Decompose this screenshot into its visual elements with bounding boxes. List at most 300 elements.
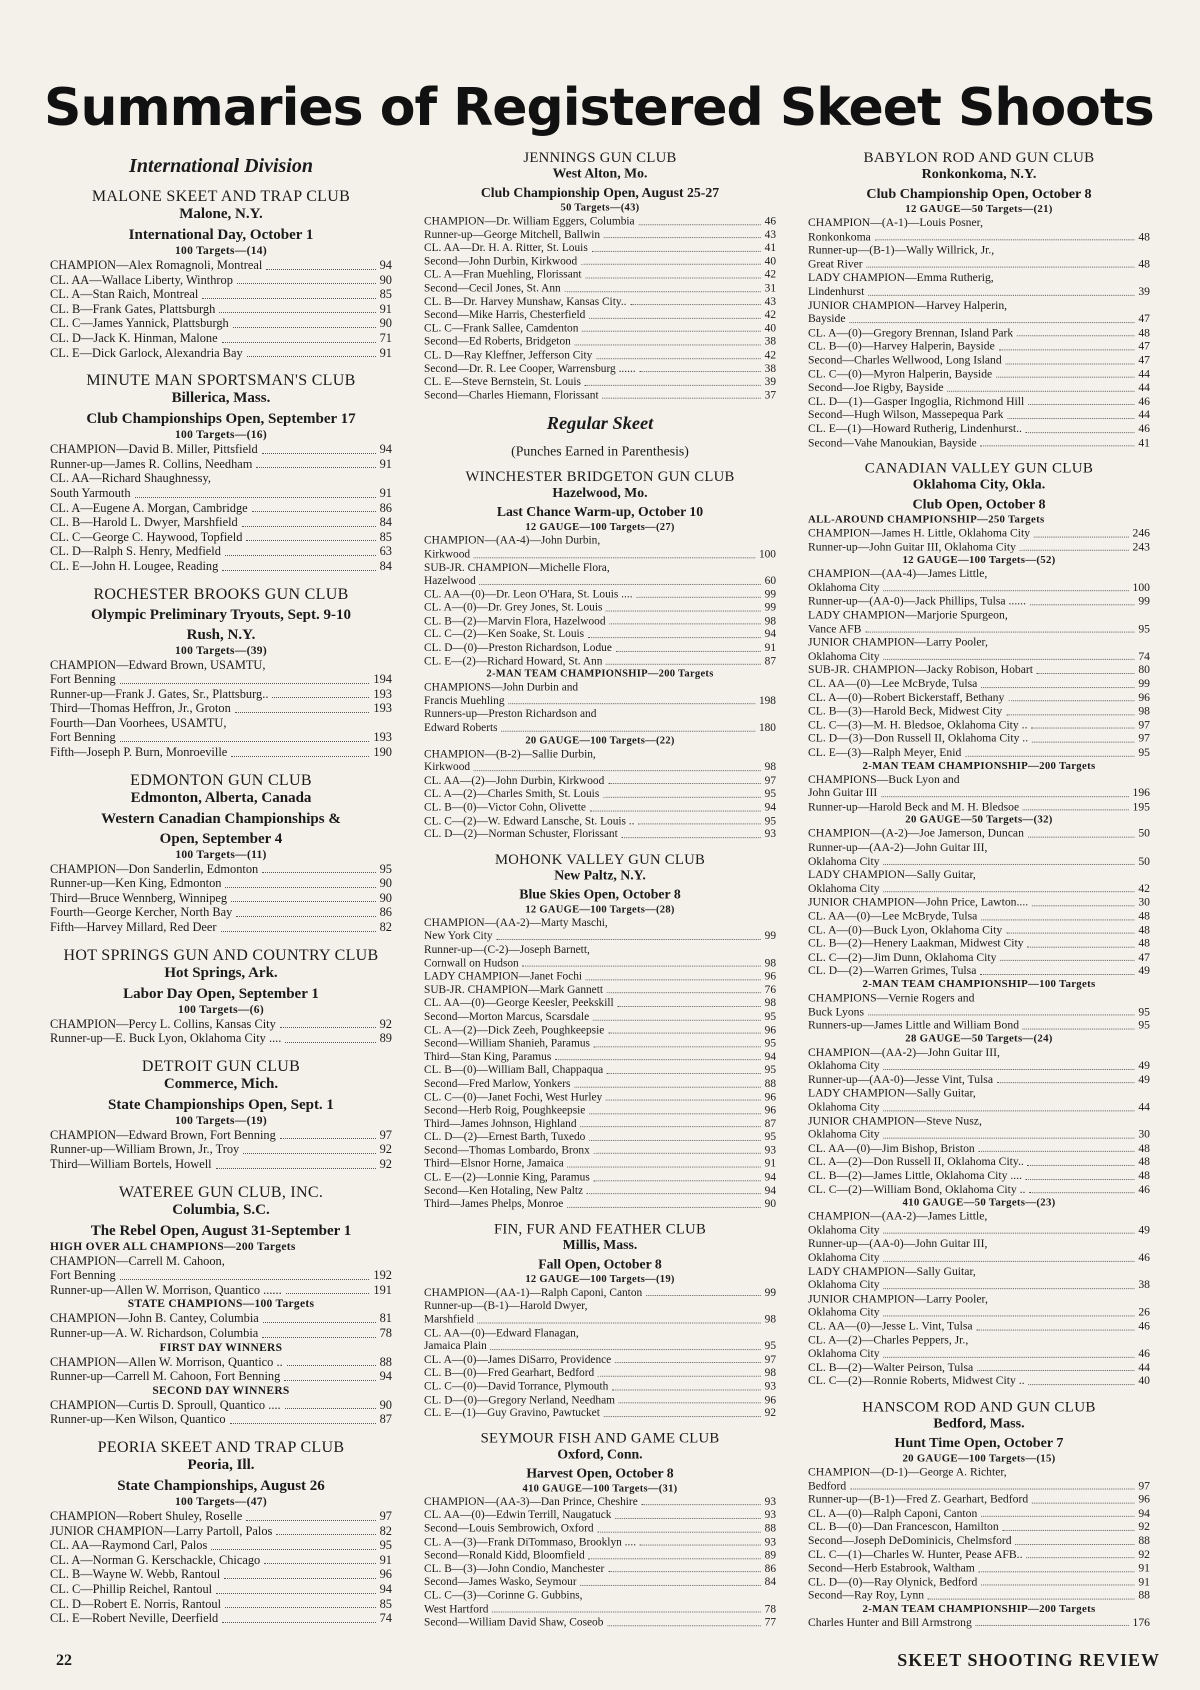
- result-name: Second—Mike Harris, Chesterfield: [424, 307, 586, 321]
- leader-dots: [928, 1598, 1135, 1599]
- result-name: Second—Herb Estabrook, Waltham: [808, 1561, 975, 1575]
- result-score: 44: [1138, 366, 1150, 381]
- leader-dots: [602, 398, 761, 399]
- result-name: CL. AA—(0)—Jesse L. Vint, Tulsa: [808, 1319, 973, 1333]
- leader-dots: [568, 1167, 761, 1168]
- club-location: Edmonton, Alberta, Canada: [130, 789, 312, 806]
- column-2: [424, 150, 776, 1640]
- result-name: Third—Bruce Wennberg, Winnipeg: [50, 890, 228, 905]
- leader-dots: [638, 824, 761, 825]
- result-name: CL. E—(2)—Lonnie King, Paramus: [424, 1170, 590, 1184]
- result-score: 86: [379, 905, 392, 920]
- result-score: 94: [764, 1183, 776, 1197]
- result-name: CL. AA—(2)—John Durbin, Kirkwood: [424, 773, 605, 787]
- result-row: [424, 956, 776, 969]
- result-row: [808, 1520, 1150, 1534]
- club-location: Oxford, Conn.: [557, 1447, 643, 1462]
- leader-dots: [246, 1520, 375, 1521]
- result-name: CL. A—(0)—Buck Lyon, Oklahoma City: [808, 922, 1003, 936]
- result-row: [424, 800, 776, 813]
- result-name: CHAMPION—Curtis D. Sproull, Quantico ....: [50, 1397, 281, 1412]
- leader-dots: [256, 467, 375, 468]
- result-score: 60: [764, 573, 776, 587]
- result-row: [808, 1492, 1150, 1506]
- result-score: 93: [764, 1494, 776, 1508]
- result-row: [424, 1406, 776, 1419]
- result-score: 88: [1138, 1533, 1150, 1547]
- result-score: 50: [1138, 854, 1150, 868]
- result-name: CHAMPION—(AA-1)—Ralph Caponi, Canton: [424, 1285, 643, 1299]
- result-row: [808, 895, 1150, 909]
- result-name: Runner-up—Ken Wilson, Quantico: [50, 1412, 226, 1427]
- result-name: Second—Ed Roberts, Bridgeton: [424, 334, 571, 348]
- result-name: CHAMPION—Dr. William Eggers, Columbia: [424, 214, 635, 228]
- result-score: 95: [764, 1036, 776, 1050]
- result-row: [50, 1582, 392, 1597]
- club-block: [50, 947, 392, 1046]
- result-row: [50, 1412, 392, 1427]
- leader-dots: [1028, 1165, 1135, 1166]
- leader-dots: [979, 1151, 1135, 1152]
- result-score: 63: [379, 544, 392, 559]
- result-name: CL. C—Frank Sallee, Camdenton: [424, 321, 579, 335]
- leader-dots: [606, 664, 761, 665]
- result-row: [424, 574, 776, 587]
- result-name: Jamaica Plain: [424, 1339, 487, 1353]
- result-name: Third—James Johnson, Highland: [424, 1116, 577, 1130]
- result-row: [808, 1575, 1150, 1589]
- result-score: 48: [1138, 257, 1150, 271]
- event-title: Club Open, October 8: [912, 497, 1046, 513]
- result-row: [808, 950, 1150, 964]
- leader-dots: [135, 497, 376, 498]
- result-row: [424, 747, 776, 760]
- result-score: 88: [764, 1521, 776, 1535]
- result-name: CL. A—(2)—Charles Smith, St. Louis: [424, 787, 600, 800]
- event-subheading: 20 GAUGE—100 Targets—(22): [525, 735, 675, 747]
- result-name: Second—Hugh Wilson, Massepequa Park: [808, 408, 1004, 422]
- result-score: 91: [379, 1552, 392, 1567]
- result-score: 99: [1138, 676, 1150, 690]
- result-score: 81: [379, 1311, 392, 1326]
- result-name: CL. B—(2)—Walter Peirson, Tulsa: [808, 1360, 974, 1374]
- result-name: CL. B—(2)—James Little, Oklahoma City ....: [808, 1168, 1022, 1182]
- result-row: [50, 501, 392, 516]
- event-title: International Day, October 1: [128, 227, 314, 243]
- result-score: 42: [764, 267, 776, 281]
- result-name: CL. B—(0)—Victor Cohn, Olivette: [424, 800, 586, 814]
- leader-dots: [1030, 604, 1135, 605]
- leader-dots: [883, 591, 1128, 592]
- result-name: Second—Herb Roig, Poughkeepsie: [424, 1103, 586, 1117]
- leader-dots: [883, 1138, 1134, 1139]
- result-row: [50, 544, 392, 559]
- result-score: 97: [1138, 717, 1150, 732]
- result-score: 47: [1138, 339, 1150, 353]
- result-name: CL. D—(0)—Ray Olynick, Bedford: [808, 1574, 978, 1588]
- result-row: [808, 1534, 1150, 1548]
- result-score: 96: [764, 1392, 776, 1406]
- result-score: 85: [379, 1596, 392, 1611]
- result-row: [424, 1353, 776, 1366]
- result-row: [50, 1553, 392, 1568]
- result-row: [424, 774, 776, 787]
- leader-dots: [585, 278, 761, 279]
- result-row: [424, 814, 776, 827]
- leader-dots: [219, 312, 375, 313]
- result-score: 74: [379, 1611, 392, 1626]
- result-name: Fort Benning: [50, 672, 116, 687]
- result-name: Runner-up—Carrell M. Cahoon, Fort Benning: [50, 1369, 281, 1384]
- result-row: [424, 321, 776, 334]
- result-name: CL. C—Phillip Reichel, Rantoul: [50, 1581, 213, 1596]
- result-name: Runner-up—A. W. Richardson, Columbia: [50, 1325, 259, 1340]
- club-name: MOHONK VALLEY GUN CLUB: [494, 851, 706, 868]
- leader-dots: [589, 318, 761, 319]
- result-row: [424, 1157, 776, 1170]
- leader-dots: [883, 1315, 1134, 1316]
- result-score: 85: [379, 529, 392, 544]
- result-row: [424, 1077, 776, 1090]
- result-row: [808, 230, 1150, 244]
- leader-dots: [883, 864, 1134, 865]
- leader-dots: [965, 755, 1135, 756]
- result-name: Runner-up—Ken King, Edmonton: [50, 876, 222, 891]
- result-name: CL. A—(0)—Dr. Grey Jones, St. Louis: [424, 600, 603, 614]
- leader-dots: [235, 712, 370, 713]
- result-score: 48: [1138, 325, 1150, 339]
- leader-dots: [607, 993, 761, 994]
- result-name: Second—Louis Sembrowich, Oxford: [424, 1521, 594, 1535]
- leader-dots: [588, 637, 761, 638]
- event-title: Western Canadian Championships &: [101, 810, 341, 827]
- result-name: CL. E—(1)—Howard Rutherig, Lindenhurst..: [808, 421, 1022, 435]
- leader-dots: [981, 1585, 1135, 1586]
- leader-dots: [474, 557, 755, 558]
- result-row: [808, 854, 1150, 868]
- club-location: Malone, N.Y.: [179, 206, 263, 222]
- result-score: 48: [1138, 936, 1150, 950]
- leader-dots: [478, 1322, 761, 1323]
- result-name: CL. D—(2)—Ernest Barth, Tuxedo: [424, 1130, 586, 1143]
- result-name: Second—Vahe Manoukian, Bayside: [808, 435, 977, 449]
- leader-dots: [1007, 418, 1134, 419]
- result-score: 95: [1138, 745, 1150, 759]
- event-title: Open, September 4: [159, 830, 283, 847]
- result-row: [424, 1548, 776, 1561]
- column-1: [50, 150, 392, 1638]
- result-name: Runner-up—(B-1)—Fred Z. Gearhart, Bedford: [808, 1492, 1029, 1506]
- leader-dots: [883, 1110, 1134, 1111]
- result-row: [424, 228, 776, 241]
- result-row: [424, 787, 776, 800]
- result-row: [50, 1017, 392, 1032]
- club-location: Ronkonkoma, N.Y.: [921, 166, 1037, 182]
- leader-dots: [120, 1279, 370, 1280]
- result-score: 30: [1138, 895, 1150, 909]
- result-row: [50, 1398, 392, 1413]
- result-name: Francis Muehling: [424, 693, 505, 707]
- club-name: SEYMOUR FISH AND GAME CLUB: [480, 1430, 720, 1447]
- leader-dots: [225, 555, 376, 556]
- leader-dots: [231, 901, 376, 902]
- event-title: State Championships, August 26: [117, 1477, 325, 1494]
- result-score: 98: [764, 1366, 776, 1379]
- result-row: [424, 335, 776, 348]
- result-row: [424, 241, 776, 254]
- leader-dots: [850, 1489, 1135, 1490]
- result-row: [424, 943, 776, 956]
- result-score: 195: [1132, 799, 1150, 813]
- result-score: 95: [1138, 1018, 1150, 1032]
- result-score: 76: [764, 982, 776, 996]
- result-row: [424, 1326, 776, 1339]
- result-score: 30: [1138, 1127, 1150, 1141]
- result-name: CL. B—(3)—John Condio, Manchester: [424, 1561, 605, 1575]
- result-score: 89: [764, 1548, 776, 1562]
- result-row: [808, 1114, 1150, 1128]
- result-name: Ronkonkoma: [808, 229, 871, 243]
- leader-dots: [1026, 1179, 1135, 1180]
- result-score: 41: [1138, 435, 1150, 449]
- result-score: 91: [379, 345, 392, 360]
- result-score: 243: [1132, 540, 1150, 554]
- leader-dots: [120, 683, 370, 684]
- result-score: 91: [379, 485, 392, 500]
- leader-dots: [280, 1138, 376, 1139]
- result-row: [424, 1184, 776, 1197]
- result-name: LADY CHAMPION—Emma Rutherig,: [808, 270, 994, 284]
- result-name: Oklahoma City: [808, 580, 880, 594]
- result-row: [424, 1562, 776, 1575]
- result-score: 193: [373, 730, 392, 745]
- result-row: [808, 882, 1150, 896]
- result-row: [50, 701, 392, 716]
- club-name: ROCHESTER BROOKS GUN CLUB: [93, 585, 349, 603]
- result-row: [808, 1223, 1150, 1237]
- event-subheading: 50 Targets—(43): [560, 202, 640, 214]
- result-score: 91: [764, 1156, 776, 1170]
- leader-dots: [980, 445, 1134, 446]
- result-name: CHAMPION—(AA-2)—James Little,: [808, 1209, 988, 1223]
- result-name: LADY CHAMPION—Marjorie Spurgeon,: [808, 608, 1008, 622]
- result-name: SUB-JR. CHAMPION—Michelle Flora,: [424, 560, 610, 574]
- result-name: CHAMPION—(AA-4)—John Durbin,: [424, 533, 601, 547]
- result-name: John Guitar III: [808, 786, 878, 800]
- result-name: Runners-up—James Little and William Bond: [808, 1018, 1020, 1032]
- club-block: [424, 852, 776, 1211]
- result-score: 88: [1138, 1588, 1150, 1602]
- result-score: 98: [1138, 704, 1150, 718]
- result-row: [424, 1366, 776, 1379]
- result-score: 91: [379, 301, 392, 316]
- result-row: [424, 1495, 776, 1508]
- result-row: [808, 1615, 1150, 1629]
- result-row: [808, 1237, 1150, 1251]
- event-title: Harvest Open, October 8: [526, 1466, 674, 1482]
- result-score: 38: [764, 334, 776, 348]
- result-name: Third—William Bortels, Howell: [50, 1157, 212, 1171]
- result-name: CL. D—(2)—Norman Schuster, Florissant: [424, 827, 618, 841]
- result-row: [50, 1509, 392, 1524]
- club-location: Hot Springs, Ark.: [164, 964, 278, 981]
- result-row: [424, 601, 776, 614]
- result-score: 97: [1138, 1478, 1150, 1492]
- result-name: Charles Hunter and Bill Armstrong: [808, 1615, 972, 1629]
- result-name: CL. A—Norman G. Kerschackle, Chicago: [50, 1552, 261, 1567]
- leader-dots: [608, 783, 761, 784]
- result-score: 98: [764, 614, 776, 627]
- result-name: CHAMPIONS—Buck Lyon and: [808, 772, 960, 786]
- result-name: CL. D—Robert E. Norris, Rantoul: [50, 1596, 222, 1611]
- result-row: [50, 687, 392, 702]
- result-name: Oklahoma City: [808, 649, 880, 663]
- result-score: 93: [764, 1379, 776, 1393]
- result-name: CL. B—(0)—Harvey Halperin, Bayside: [808, 339, 995, 353]
- result-name: CL. C—(2)—William Bond, Oklahoma City ..: [808, 1182, 1026, 1196]
- result-row: [808, 1045, 1150, 1059]
- result-score: 94: [379, 258, 392, 272]
- club-name: WATEREE GUN CLUB, INC.: [118, 1183, 324, 1201]
- event-subheading: 28 GAUGE—50 Targets—(24): [905, 1032, 1053, 1045]
- leader-dots: [868, 1015, 1135, 1016]
- result-row: [50, 920, 392, 935]
- result-row: [424, 388, 776, 401]
- leader-dots: [591, 251, 761, 252]
- result-name: Second—Thomas Lombardo, Bronx: [424, 1143, 590, 1157]
- result-row: [424, 1312, 776, 1325]
- club-name: MALONE SKEET AND TRAP CLUB: [91, 188, 351, 205]
- result-score: 42: [764, 348, 776, 361]
- club-name: HOT SPRINGS GUN AND COUNTRY CLUB: [63, 946, 379, 964]
- event-subheading: 12 GAUGE—100 Targets—(28): [525, 903, 675, 915]
- result-row: [424, 1130, 776, 1143]
- result-name: Second—Joe Rigby, Bayside: [808, 380, 944, 394]
- result-row: [424, 1090, 776, 1103]
- leader-dots: [640, 1545, 761, 1546]
- result-score: 93: [764, 1535, 776, 1548]
- result-score: 40: [764, 254, 776, 268]
- leader-dots: [589, 1140, 761, 1141]
- result-name: CHAMPION—(B-2)—Sallie Durbin,: [424, 746, 596, 760]
- result-name: Second—Ronald Kidd, Bloomfield: [424, 1548, 585, 1562]
- leader-dots: [947, 391, 1134, 392]
- result-score: 46: [1138, 1319, 1150, 1333]
- leader-dots: [284, 1380, 375, 1381]
- result-row: [808, 257, 1150, 271]
- leader-dots: [883, 659, 1134, 660]
- result-row: [808, 216, 1150, 230]
- result-row: [808, 1506, 1150, 1520]
- result-name: Runner-up—(AA-2)—John Guitar III,: [808, 840, 988, 854]
- result-score: 92: [379, 1157, 392, 1171]
- result-name: CL. A—(0)—James DiSarro, Providence: [424, 1352, 612, 1366]
- result-row: [50, 346, 392, 361]
- result-name: CL. B—Harold L. Dwyer, Marshfield: [50, 515, 238, 530]
- result-name: Buck Lyons: [808, 1004, 865, 1018]
- result-score: 90: [379, 890, 392, 905]
- event-title: State Championships Open, Sept. 1: [108, 1096, 334, 1113]
- result-row: [50, 1567, 392, 1582]
- leader-dots: [606, 1100, 761, 1101]
- club-name: FIN, FUR AND FEATHER CLUB: [493, 1221, 707, 1238]
- result-score: 96: [764, 1089, 776, 1103]
- leader-dots: [222, 570, 375, 571]
- result-row: [50, 862, 392, 877]
- leader-dots: [1017, 336, 1135, 337]
- result-name: South Yarmouth: [50, 485, 131, 500]
- result-name: Oklahoma City: [808, 1250, 880, 1264]
- result-score: 50: [1138, 826, 1150, 840]
- result-row: [808, 691, 1150, 705]
- result-row: [424, 1379, 776, 1392]
- result-score: 98: [764, 996, 776, 1010]
- result-row: [424, 348, 776, 361]
- result-score: 37: [764, 388, 776, 402]
- result-row: [808, 1347, 1150, 1361]
- result-name: West Hartford: [424, 1601, 489, 1615]
- result-score: 77: [764, 1615, 776, 1629]
- result-score: 99: [764, 587, 776, 601]
- result-name: CHAMPION—(AA-2)—John Guitar III,: [808, 1045, 1000, 1059]
- result-score: 42: [1138, 881, 1150, 895]
- club-block: [50, 1184, 392, 1427]
- result-name: CL. E—Dick Garlock, Alexandria Bay: [50, 345, 243, 360]
- club-block: [424, 150, 776, 402]
- leader-dots: [596, 358, 761, 359]
- result-name: CHAMPION—John B. Cantey, Columbia: [50, 1311, 259, 1326]
- leader-dots: [224, 1578, 375, 1579]
- column-3: [808, 150, 1150, 1640]
- result-row: [50, 486, 392, 501]
- leader-dots: [222, 342, 376, 343]
- result-row: [808, 1479, 1150, 1493]
- result-score: 49: [1138, 963, 1150, 978]
- event-subheading: 100 Targets—(14): [174, 245, 267, 257]
- result-row: [50, 905, 392, 920]
- result-name: CL. A—(2)—Dick Zeeh, Poughkeepsie: [424, 1023, 605, 1036]
- result-score: 40: [1138, 1374, 1150, 1388]
- result-name: CL. AA—(0)—Lee McBryde, Tulsa: [808, 909, 978, 923]
- result-score: 26: [1138, 1305, 1150, 1319]
- result-name: Fort Benning: [50, 730, 116, 745]
- result-name: CL. C—(2)—W. Edward Lansche, St. Louis ..: [424, 813, 635, 827]
- result-score: 96: [764, 1103, 776, 1117]
- result-name: Marshfield: [424, 1312, 474, 1326]
- result-row: [424, 1023, 776, 1036]
- event-title: Blue Skies Open, October 8: [519, 887, 681, 903]
- result-score: 94: [379, 1581, 392, 1596]
- leader-dots: [236, 916, 375, 917]
- result-name: Fort Benning: [50, 1268, 116, 1283]
- result-score: 92: [764, 1406, 776, 1420]
- result-score: 91: [1138, 1561, 1150, 1575]
- result-row: [424, 721, 776, 734]
- result-score: 98: [764, 1312, 776, 1326]
- leader-dots: [593, 1153, 761, 1154]
- result-name: Cornwall on Hudson: [424, 956, 519, 969]
- result-score: 31: [764, 281, 776, 295]
- leader-dots: [588, 1558, 761, 1559]
- result-row: [808, 1209, 1150, 1223]
- club-name: EDMONTON GUN CLUB: [130, 771, 312, 789]
- result-score: 92: [1138, 1547, 1150, 1561]
- result-score: 88: [764, 1076, 776, 1090]
- result-row: [808, 367, 1150, 381]
- result-score: 92: [1138, 1519, 1150, 1534]
- result-name: Edward Roberts: [424, 720, 498, 734]
- club-block: [808, 461, 1150, 1388]
